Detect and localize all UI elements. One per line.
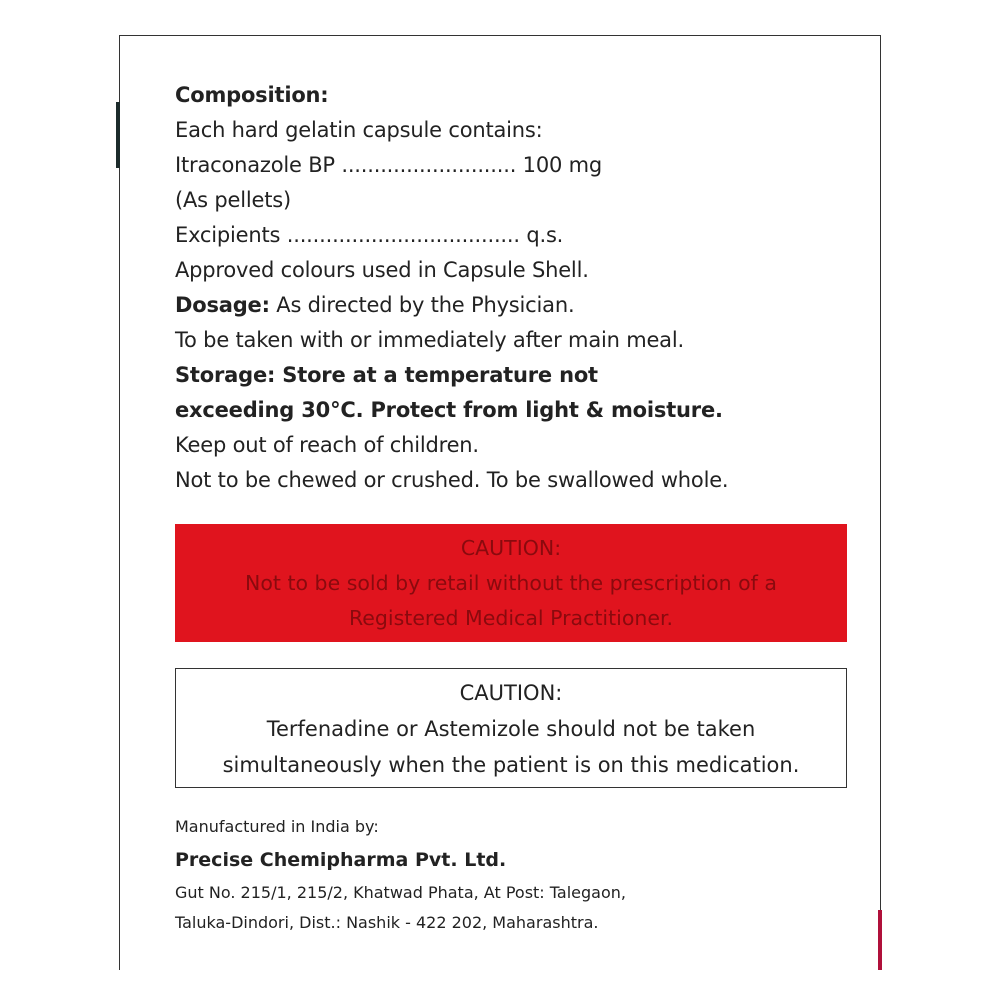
ingredient-excipients: Excipients .................................... q.s. <box>175 223 564 247</box>
storage-line-2: exceeding 30°C. Protect from light & moisture. <box>175 398 723 422</box>
caution-box-line-1: Terfenadine or Astemizole should not be taken <box>266 717 756 741</box>
right-edge-mark <box>878 910 882 970</box>
caution-red-line-1: Not to be sold by retail without the prescription of a <box>245 571 777 595</box>
children-warning: Keep out of reach of children. <box>175 433 479 457</box>
caution-box-line-2: simultaneously when the patient is on this medication. <box>222 753 800 777</box>
colours-note: Approved colours used in Capsule Shell. <box>175 258 589 282</box>
capsule-contents: Each hard gelatin capsule contains: <box>175 118 543 142</box>
caution-box-title: CAUTION: <box>459 681 563 705</box>
storage-line-1: Storage: Store at a temperature not <box>175 363 598 387</box>
manufacturer-name: Precise Chemipharma Pvt. Ltd. <box>175 849 507 871</box>
caution-prescription-box <box>175 524 847 642</box>
dosage-text: As directed by the Physician. <box>269 293 575 317</box>
ingredient-note: (As pellets) <box>175 188 291 212</box>
caution-red-title: CAUTION: <box>460 536 562 560</box>
left-edge-mark <box>116 102 120 168</box>
ingredient-itraconazole: Itraconazole BP ........................... 100 mg <box>175 153 603 177</box>
dosage-label: Dosage: <box>175 293 270 317</box>
composition-heading: Composition: <box>175 83 329 107</box>
manufacturer-section <box>175 812 855 938</box>
manufacturer-intro: Manufactured in India by: <box>175 817 379 836</box>
manufacturer-address-2: Taluka-Dindori, Dist.: Nashik - 422 202, Maharashtra. <box>175 913 599 932</box>
caution-red-line-2: Registered Medical Practitioner. <box>348 606 674 630</box>
chewing-warning: Not to be chewed or crushed. To be swallowed whole. <box>175 468 729 492</box>
manufacturer-address-1: Gut No. 215/1, 215/2, Khatwad Phata, At Post: Talegaon, <box>175 883 626 902</box>
composition-section <box>175 78 855 498</box>
dosage-instruction: To be taken with or immediately after main meal. <box>175 328 684 352</box>
dosage-line <box>175 288 855 323</box>
caution-interaction-box <box>175 668 847 788</box>
